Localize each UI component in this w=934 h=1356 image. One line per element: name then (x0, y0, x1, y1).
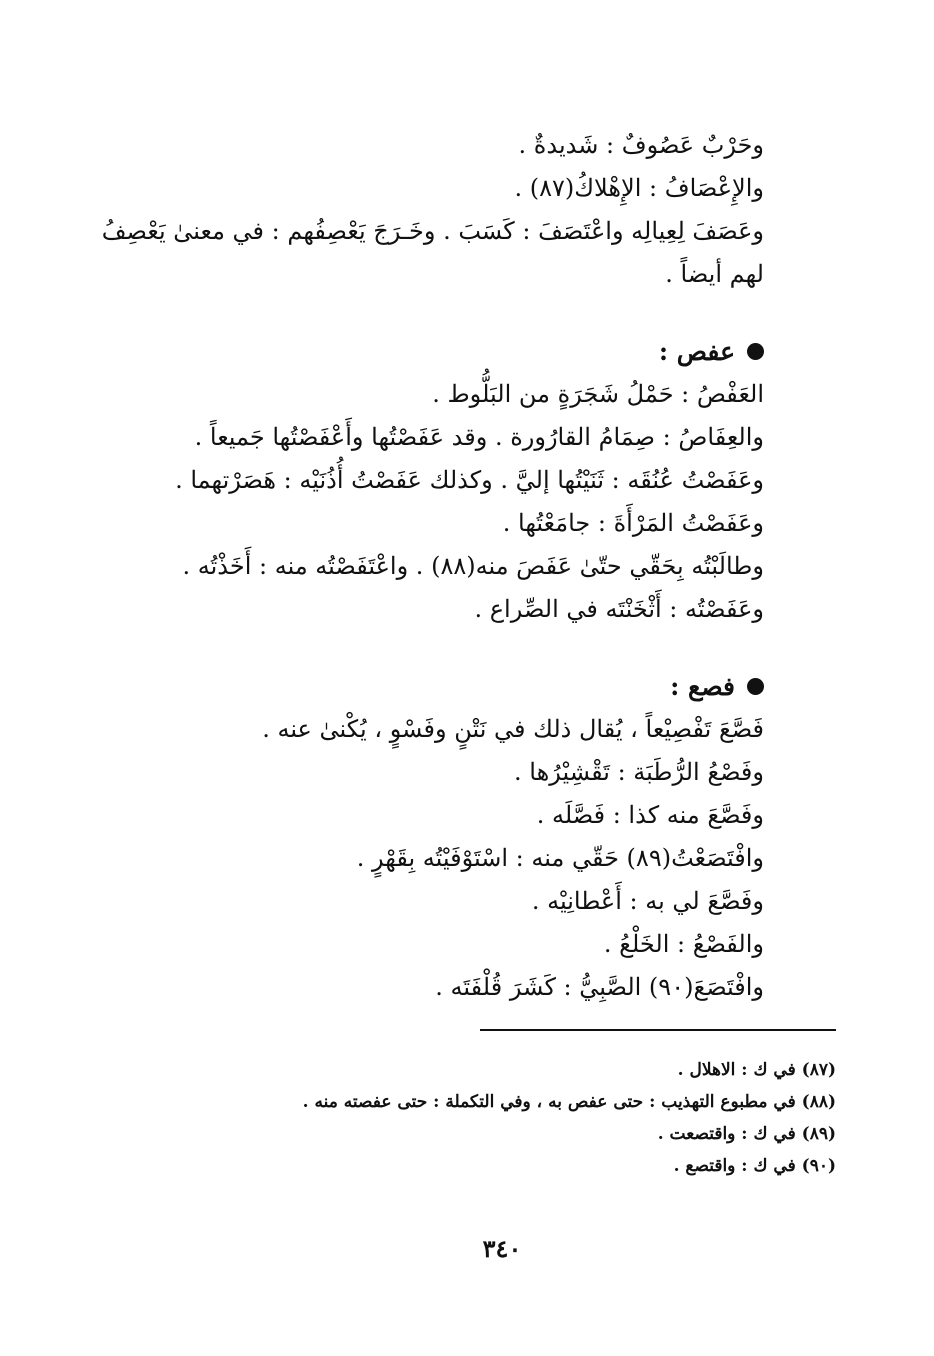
text-line: وطالَبْتُه بِحَقّي حتّىٰ عَفَصَ منه(٨٨) . واعْتَفَصْتُه منه : أَخَذْتُه . (182, 552, 764, 580)
text-line: والفَصْعُ : الخَلْعُ . (603, 930, 764, 958)
text-line: وحَرْبٌ عَصُوفٌ : شَديدةٌ . (518, 131, 764, 159)
page-number-label: ٣٤٠ (482, 1234, 522, 1263)
page-number (0, 1234, 934, 1263)
text-line: والإِعْصَافُ : الإِهْلاكُ(٨٧) . (514, 174, 764, 202)
section-gap (94, 631, 764, 665)
text-line: العَفْصُ : حَمْلُ شَجَرَةٍ من البَلُّوط . (432, 380, 764, 408)
bullet-icon (747, 343, 764, 360)
text-line: وعَفَصْتُ عُنُقَه : ثَنَيْتُها إليَّ . وكذلك عَفَصْتُ أُذُنَيْه : هَصَرْتهما . (175, 466, 764, 494)
text-line: فَصَّعَ تَفْصِيْعاً ، يُقال ذلك في نَتْنٍ وفَسْوٍ ، يُكْنىٰ عنه . (262, 715, 764, 743)
text-line: وعَفَصْتُه : أَثْخَنْتَه في الصِّراع . (474, 595, 764, 623)
footnote: (٨٨) في مطبوع التهذيب : حتى عفص به ، وفي التكملة : حتى عفصته منه . (302, 1092, 836, 1112)
footnote: (٨٧) في ك : الاهلال . (677, 1060, 836, 1080)
text-line: وافْتَصَعْتُ(٨٩) حَقّي منه : اسْتَوْفَيْتُه بِقَهْرٍ . (356, 844, 764, 872)
entry-heading (94, 330, 764, 373)
section-gap (94, 296, 764, 330)
footnote-divider (480, 1029, 836, 1031)
text-line: وفَصَّعَ لي به : أَعْطانِيْه . (531, 887, 764, 915)
text-line: وعَفَصْتُ المَرْأَةَ : جامَعْتُها . (502, 509, 764, 537)
bullet-icon (747, 678, 764, 695)
entry-heading-label: عفص : (658, 337, 735, 366)
entry-heading (94, 665, 764, 708)
main-text (94, 124, 764, 1009)
text-line: وعَصَفَ لِعِيالِه واعْتَصَفَ : كَسَبَ . وخَـرَجَ يَعْصِفُهم : في معنىٰ يَعْصِفُ لهم أيضاً . (101, 217, 764, 288)
text-line: وفَصْعُ الرُّطَبَة : تَقْشِيْرُها . (514, 758, 764, 786)
text-line: والعِفَاصُ : صِمَامُ القارُورة . وقد عَفَصْتُها وأَعْفَصْتُها جَميعاً . (194, 423, 764, 451)
footnote: (٨٩) في ك : واقتصعت . (657, 1124, 836, 1144)
footnote: (٩٠) في ك : واقتصع . (673, 1156, 836, 1176)
entry-heading-label: فصع : (670, 672, 735, 701)
footnotes (216, 1054, 836, 1182)
text-line: وفَصَّعَ منه كذا : فَصَّلَه . (536, 801, 764, 829)
text-line: وافْتَصَعَ(٩٠) الصَّبِيُّ : كَشَرَ قُلْفَتَه . (435, 973, 764, 1001)
